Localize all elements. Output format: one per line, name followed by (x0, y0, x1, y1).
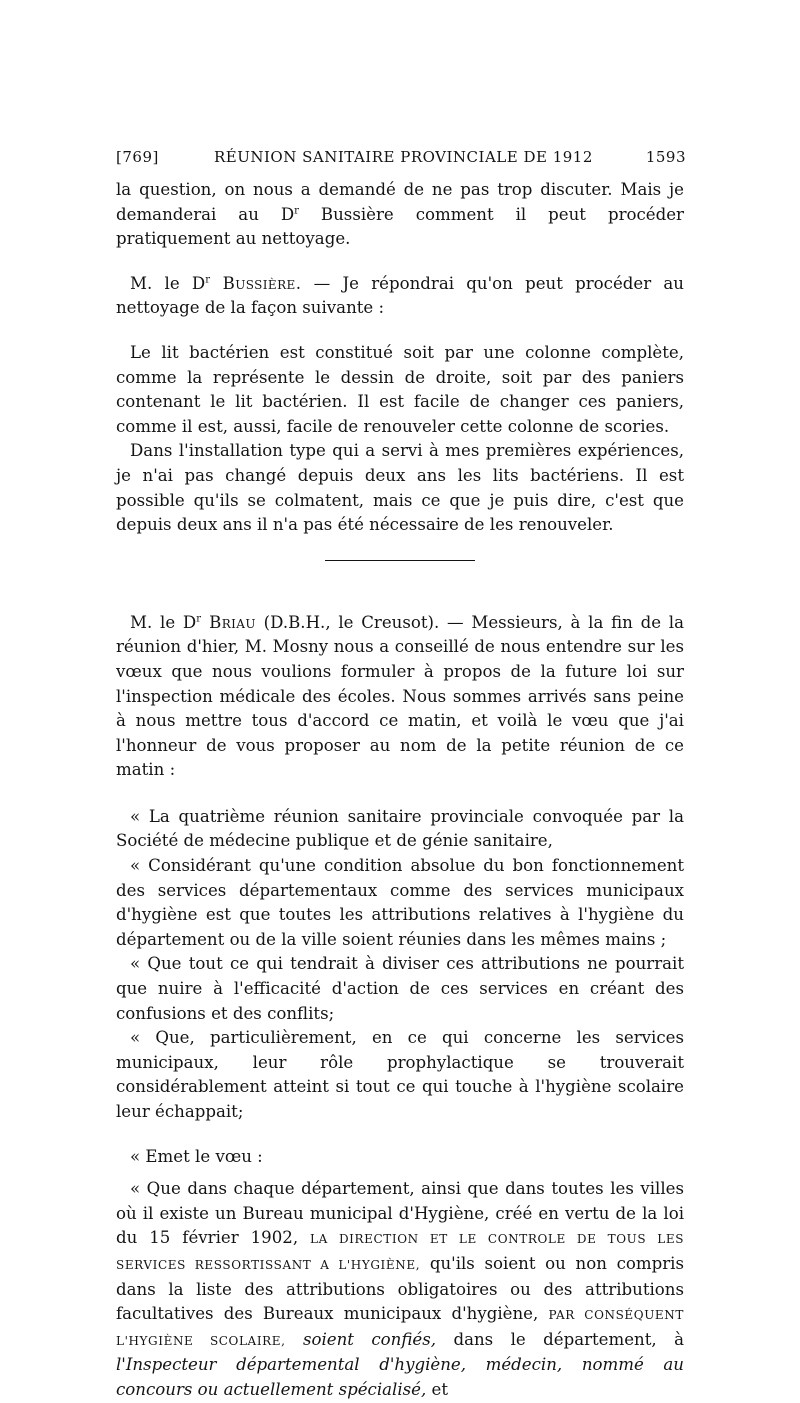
paragraph-continuation (116, 178, 684, 252)
running-title: RÉUNION SANITAIRE PROVINCIALE DE 1912 (214, 148, 593, 166)
superscript: r (196, 613, 201, 625)
italic-run: soient confiés, (285, 1329, 437, 1349)
speaker-paragraph-briau (116, 611, 684, 783)
paragraph-installation: Dans l'installation type qui a servi à mes premières expériences, je n'ai pas changé depuis deux ans les lits bactériens. Il est possible qu'ils se colmatent, mais ce que je puis dire, c'est que depuis deux ans il n'a pas été nécessaire de les renouveler. (116, 441, 684, 535)
superscript: r (294, 205, 299, 217)
text-run: dans le département, à (436, 1329, 684, 1349)
page-bracket-number: [769] (116, 148, 159, 166)
text-run: — Je répondrai qu'on peut procéder au nettoyage de la façon suivante : (116, 273, 684, 318)
page-body (116, 178, 684, 1403)
quote-paragraph-4: « Que, particulièrement, en ce qui concerne les services municipaux, leur rôle prophylactique se trouverait considérablement atteint si tout ce qui touche à l'hygiène scolaire leur échappait; (116, 1028, 684, 1121)
italic-run: l'Inspecteur départemental d'hygiène, médecin, nommé au concours ou actuellement spécialisé, (116, 1355, 684, 1399)
speaker-paragraph-bussiere (116, 272, 684, 321)
speaker-name: Bussière. (210, 273, 302, 293)
quote-paragraph-2: « Considérant qu'une condition absolue du bon fonctionnement des services départementaux comme des services municipaux d'hygiène est que toutes les attributions relatives à l'hygiène du département ou de la ville soient réunies dans les mêmes mains ; (116, 856, 684, 949)
page-number: 1593 (645, 148, 686, 166)
text-run: et (426, 1379, 449, 1399)
speaker-name: Briau (200, 612, 256, 632)
text-run: M. le D (130, 612, 197, 632)
superscript: r (205, 274, 210, 286)
text-run: « Que dans chaque département, ainsi que dans toutes les villes où il existe un Bureau municipal d'Hygiène, créé en vertu de la loi du 15 février 1902, (116, 1179, 684, 1248)
paragraph-lit-bacterien: Le lit bactérien est constitué soit par une colonne complète, comme la représente le dessin de droite, soit par des paniers contenant le lit bactérien. Il est facile de changer ces paniers, comme il est, aussi, facile de renouveler cette colonne de scories. (116, 342, 684, 436)
text-run: la question, on nous a demandé de ne pas trop discuter. Mais je demanderai au D (116, 180, 684, 224)
small-caps-run: LA DIRECTION ET LE CONTROLE DE TOUS LES SERVICES RESSORTISSANT A L'HYGIÈNE, (116, 1232, 685, 1272)
text-run: (D.B.H., le Creusot). — Messieurs, à la fin de la réunion d'hier, M. Mosny nous a conseillé de nous entendre sur les vœux que nous voulions formuler à propos de la future loi sur l'inspection médicale des écoles. Nous sommes arrivés sans peine à nous mettre tous d'accord ce matin, et voilà le vœu que j'ai l'honneur de vous proposer au nom de la petite réunion de ce matin : (116, 612, 684, 780)
quote-paragraph-3: « Que tout ce qui tendrait à diviser ces attributions ne pourrait que nuire à l'efficacité d'action de ces services en créant des confusions et des conflits; (116, 954, 684, 1023)
spacer (116, 561, 684, 591)
section-divider (325, 560, 475, 561)
quote-emet-le-voeu: « Emet le vœu : (130, 1146, 263, 1166)
quote-paragraph-1: « La quatrième réunion sanitaire provinciale convoquée par la Société de médecine publique et de génie sanitaire, (116, 806, 684, 851)
small-caps-run: PAR CONSÉQUENT L'HYGIÈNE SCOLAIRE, (116, 1308, 684, 1348)
text-run: qu'ils soient ou non compris dans la liste des attributions obligatoires ou des attributions facultatives des Bureaux municipaux d'hygiène, (116, 1253, 684, 1324)
text-run: M. le D (130, 273, 206, 293)
text-run: Bussière comment il peut procéder pratiquement au nettoyage. (116, 204, 684, 249)
quote-paragraph-6 (116, 1177, 684, 1402)
